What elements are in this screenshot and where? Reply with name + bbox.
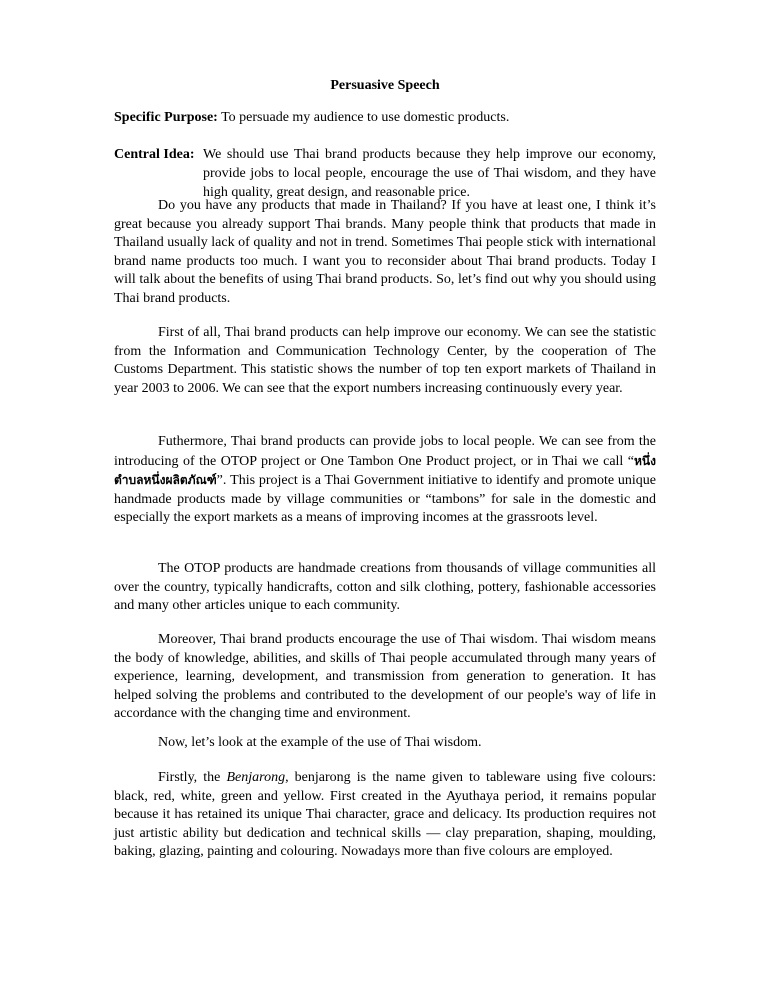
jobs-thai-text: หนึ่งตำบลหนึ่งผลิตภัณฑ์ [114,453,656,487]
central-idea [114,145,656,202]
paragraph-otop: The OTOP products are handmade creations from thousands of village communities all over the country, typically handicrafts, cotton and silk clothing, pottery, fashionable accessories and many other articles unique to each community. [114,561,656,613]
specific-purpose-text: To persuade my audience to use domestic products. [221,110,510,125]
jobs-text-before: Futhermore, Thai brand products can provide jobs to local people. We can see from the introducing of the OTOP project or One Tambon One Product project, or in Thai we call “ [114,434,656,469]
central-idea-text: We should use Thai brand products because they help improve our economy, provide jobs to local people, encourage the use of Thai wisdom, and they have high quality, great design, and reasonable price. [203,147,656,200]
specific-purpose [114,109,656,126]
document-title: Persuasive Speech [330,78,440,93]
specific-purpose-label: Specific Purpose: [114,110,218,125]
benjarong-text-after: , benjarong is the name given to tableware using five colours: black, red, white, green and yellow. First created in the Ayuthaya period, it remains popular because it has retained its unique Thai character, grace and delicacy. Its production requires not just artistic ability but dedication and technical skills — clay preparation, shaping, moulding, baking, glazing, painting and colouring. Nowadays more than five colours are employed. [114,770,656,859]
paragraph-economy: First of all, Thai brand products can help improve our economy. We can see the statistic from the Information and Communication Technology Center, by the cooperation of The Customs Department. This statistic shows the number of top ten export markets of Thailand in year 2003 to 2006. We can see that the export numbers increasing continuously every year. [114,325,656,396]
paragraph-intro: Do you have any products that made in Thailand? If you have at least one, I think it’s great because you already support Thai brands. Many people think that products that made in Thailand usually lack of quality and not in trend. Sometimes Thai people stick with international brand name products too much. I want you to reconsider about Thai brand products. Today I will talk about the benefits of using Thai brand products. So, let’s find out why you should using Thai brand products. [114,198,656,306]
paragraph-example: Now, let’s look at the example of the use of Thai wisdom. [158,735,482,750]
central-idea-label: Central Idea: [114,147,195,162]
paragraph-jobs [114,433,656,528]
benjarong-italic: Benjarong [226,770,286,785]
jobs-text-after: ”. This project is a Thai Government initiative to identify and promote unique handmade products made by village communities or “tambons” for sale in the domestic and especially the export markets as a means of improving incomes at the grassroots level. [114,473,656,525]
paragraph-wisdom: Moreover, Thai brand products encourage the use of Thai wisdom. Thai wisdom means the body of knowledge, abilities, and skills of Thai people accumulated through many years of experience, learning, development, and transmission from generation to generation. It has helped solving the problems and contributed to the development of our people's way of life in accordance with the changing time and environment. [114,632,656,721]
paragraph-benjarong [114,769,656,862]
benjarong-text-before: Firstly, the [158,770,227,785]
